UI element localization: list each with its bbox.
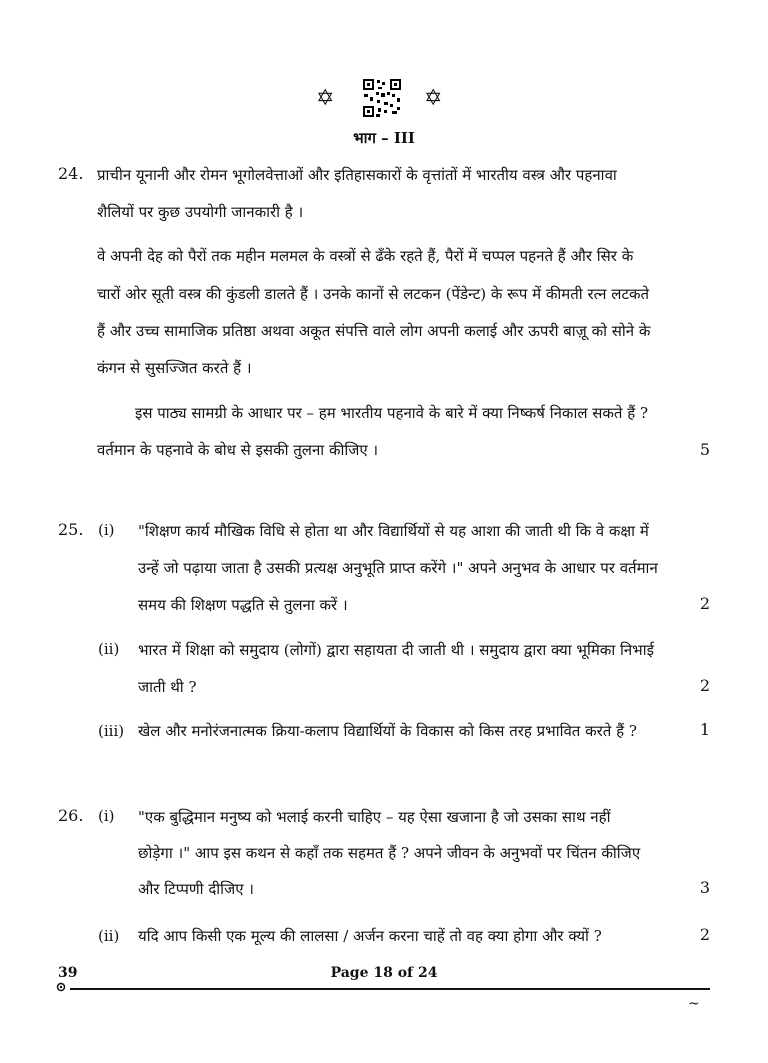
q26-part-label: (i) <box>98 807 115 825</box>
page-number: Page 18 of 24 <box>330 965 438 981</box>
q24-line: इस पाठ्य सामग्री के आधार पर – हम भारतीय पहनावे के बारे में क्या निष्कर्ष निकाल सकते हैं ? <box>135 404 649 422</box>
q25-line: समय की शिक्षण पद्धति से तुलना करें । <box>138 596 348 614</box>
q25-line: भारत में शिक्षा को समुदाय (लोगों) द्वारा सहायता दी जाती थी । समुदाय द्वारा क्या भूमिका निभाई <box>138 641 654 659</box>
q24-line: कंगन से सुसज्जित करते हैं । <box>97 359 252 377</box>
q25-part-label: (ii) <box>98 640 120 658</box>
footer-rule <box>70 988 710 990</box>
star-left-icon: ✡ <box>316 86 335 111</box>
qr-code-icon <box>362 78 402 118</box>
q24-marks: 5 <box>699 440 710 459</box>
q25-part-label: (iii) <box>98 722 125 740</box>
q24-line: प्राचीन यूनानी और रोमन भूगोलवेत्ताओं और इतिहासकारों के वृत्तांतों में भारतीय वस्त्र और पहनावा <box>97 166 617 184</box>
q26-part-label: (ii) <box>98 927 120 945</box>
q26-line: छोड़ेगा ।" आप इस कथन से कहाँ तक सहमत हैं ? अपने जीवन के अनुभवों पर चिंतन कीजिए <box>138 844 641 862</box>
q26-number: 26. <box>58 806 84 825</box>
q26-ii-marks: 2 <box>699 925 710 944</box>
q25-ii-marks: 2 <box>699 676 710 695</box>
q26-i-marks: 3 <box>699 878 710 897</box>
q24-line: वे अपनी देह को पैरों तक महीन मलमल के वस्त्रों से ढँके रहते हैं, पैरों में चप्पल पहनते हैं और सिर के <box>97 247 634 265</box>
star-right-icon: ✡ <box>424 86 443 111</box>
q25-line: खेल और मनोरंजनात्मक क्रिया-कलाप विद्यार्थियों के विकास को किस तरह प्रभावित करते हैं ? <box>138 722 637 740</box>
q24-number: 24. <box>58 164 84 183</box>
q24-line: वर्तमान के पहनावे के बोध से इसकी तुलना कीजिए । <box>97 441 379 459</box>
q24-line: हैं और उच्च सामाजिक प्रतिष्ठा अथवा अकूत संपत्ति वाले लोग अपनी कलाई और ऊपरी बाज़ू को सोने के <box>97 322 651 340</box>
section-title: भाग – III <box>353 129 415 147</box>
q25-part-label: (i) <box>98 521 115 539</box>
q24-line: शैलियों पर कुछ उपयोगी जानकारी है । <box>97 203 304 221</box>
q26-line: और टिप्पणी दीजिए । <box>138 880 254 898</box>
q25-line: "शिक्षण कार्य मौखिक विधि से होता था और विद्यार्थियों से यह आशा की जाती थी कि वे कक्षा में <box>138 522 649 540</box>
footer-tilde: ~ <box>688 996 700 1012</box>
q24-line: चारों ओर सूती वस्त्र की कुंडली डालते हैं । उनके कानों से लटकन (पेंडेन्ट) के रूप में कीमती रत्न लटकते <box>97 285 650 303</box>
q25-line: जाती थी ? <box>138 678 197 696</box>
q25-iii-marks: 1 <box>699 720 710 739</box>
q26-line: "एक बुद्धिमान मनुष्य को भलाई करनी चाहिए – यह ऐसा खजाना है जो उसका साथ नहीं <box>138 808 611 826</box>
paper-code: 39 <box>58 965 78 981</box>
q26-line: यदि आप किसी एक मूल्य की लालसा / अर्जन करना चाहें तो वह क्या होगा और क्यों ? <box>138 927 602 945</box>
q25-number: 25. <box>58 520 84 539</box>
q25-i-marks: 2 <box>699 594 710 613</box>
footer-ornament-icon <box>55 982 67 995</box>
q25-line: उन्हें जो पढ़ाया जाता है उसकी प्रत्यक्ष अनुभूति प्राप्त करेंगे ।" अपने अनुभव के आधार पर वर्तमान <box>138 559 658 577</box>
